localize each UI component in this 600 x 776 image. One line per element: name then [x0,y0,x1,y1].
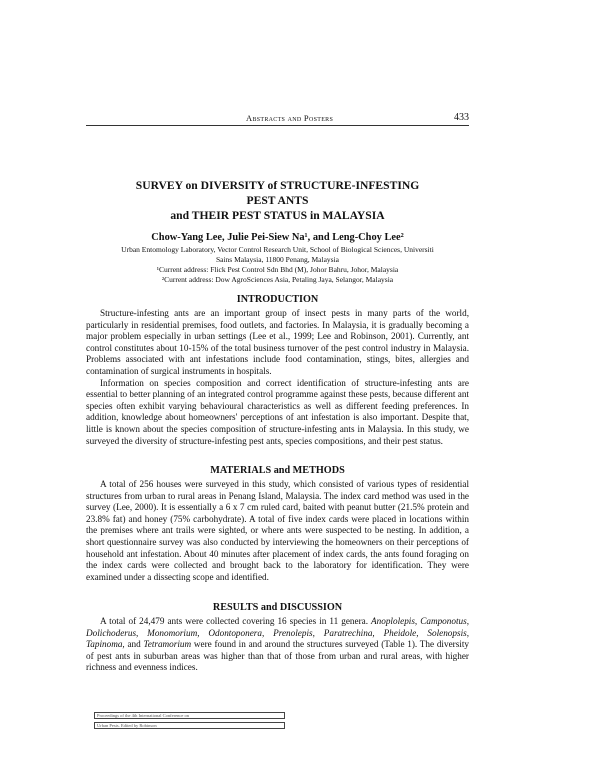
paragraph: Structure-infesting ants are an important group of insect pests in many parts of the world, particularly in residential premises, food outlets, and factories. In Malaysia, it is gradually becoming a major problem especially in urban settings (Lee et al., 1999; Lee and Robinson, 2001). Currently, ant control constitutes about 10-15% of the total business turnover of the pest control industry in Malaysia. Problems associated with ant infestations include food contamination, stings, bites, allergies and contamination of surgical instruments in hospitals. [86,308,469,376]
results-text: and [124,639,144,650]
footer-line: Proceedings of the 4th International Conference on [94,712,285,719]
results-body [86,616,469,674]
introduction-body [86,308,469,447]
proceedings-footer [94,712,285,730]
title-line-1: SURVEY on DIVERSITY of STRUCTURE-INFESTING [135,179,420,192]
running-head-text: Abstracts and Posters [246,113,334,123]
genus-list: Anoplolepis, Camponotus, Dolichoderus, Monomorium, Odontoponera, Prenolepis, Paratrechina, Pheidole, Solenopsis, Tapinoma, [86,616,469,650]
section-heading-results: RESULTS and DISCUSSION [212,602,343,613]
methods-body [86,479,469,583]
page-number: 433 [454,112,469,123]
paragraph: Information on species composition and correct identification of structure-infesting ants are essential to better planning of an integrated control programme against these pests, because different ant species often exhibit varying behavioural characteristics as well as different feeding preferences. In addition, knowledge about homeowners' perceptions of ant infestation is also important. Despite that, little is known about the species composition of structure-infesting ants in Malaysia. In this study, we surveyed the diversity of structure-infesting pest ants, species compositions, and their pest status. [86,377,469,446]
section-heading-methods: MATERIALS and METHODS [210,465,345,476]
paragraph [86,616,469,674]
paragraph: A total of 256 houses were surveyed in this study, which consisted of various types of residential structures from urban to rural areas in Penang Island, Malaysia. The index card method was used in the survey (Lee, 2000). It is essentially a 6 x 7 cm ruled card, baited with peanut butter (21.5% protein and 23.8% fat) and honey (75% carbohydrate). A total of five index cards were placed in locations within the premises where ant trails were sighted, or where ants were suspected to be nesting. In addition, a short questionnaire survey was also conducted by interviewing the homeowners on their perceptions of household ant infestation. About 40 minutes after placement of index cards, the ants found foraging on the index cards were collected and brought back to the laboratory for identification. They were examined under a dissecting scope and identified. [86,479,469,582]
header-rule [86,125,469,126]
affiliation-line: Sains Malaysia, 11800 Penang, Malaysia [215,255,340,264]
title-line-2: PEST ANTS [246,194,309,207]
author-list: Chow-Yang Lee, Julie Pei-Siew Na¹, and Leng-Choy Lee² [151,232,404,243]
results-text: were found in and around the structures surveyed (Table 1). The diversity of pest ants in suburban areas was higher than that of those from urban and rural areas, with higher richness and evenness indices. [86,639,469,673]
title-line-3: and THEIR PEST STATUS in MALAYSIA [170,209,385,222]
paper-title [86,178,469,223]
running-head [86,112,469,126]
footer-line: Urban Pests. Edited by Robinson [94,722,285,729]
affiliation-line: ¹Current address: Flick Pest Control Sdn Bhd (M), Johor Bahru, Johor, Malaysia [156,265,399,274]
genus-name: Tetramorium [143,639,192,650]
affiliation-line: Urban Entomology Laboratory, Vector Control Research Unit, School of Biological Sciences, Universiti [121,245,434,254]
section-heading-introduction: INTRODUCTION [236,294,319,305]
affiliation-line: ²Current address: Dow AgroSciences Asia, Petaling Jaya, Selangor, Malaysia [161,275,394,284]
results-text: A total of 24,479 ants were collected covering 16 species in 11 genera. [100,616,372,626]
affiliations [100,245,455,285]
